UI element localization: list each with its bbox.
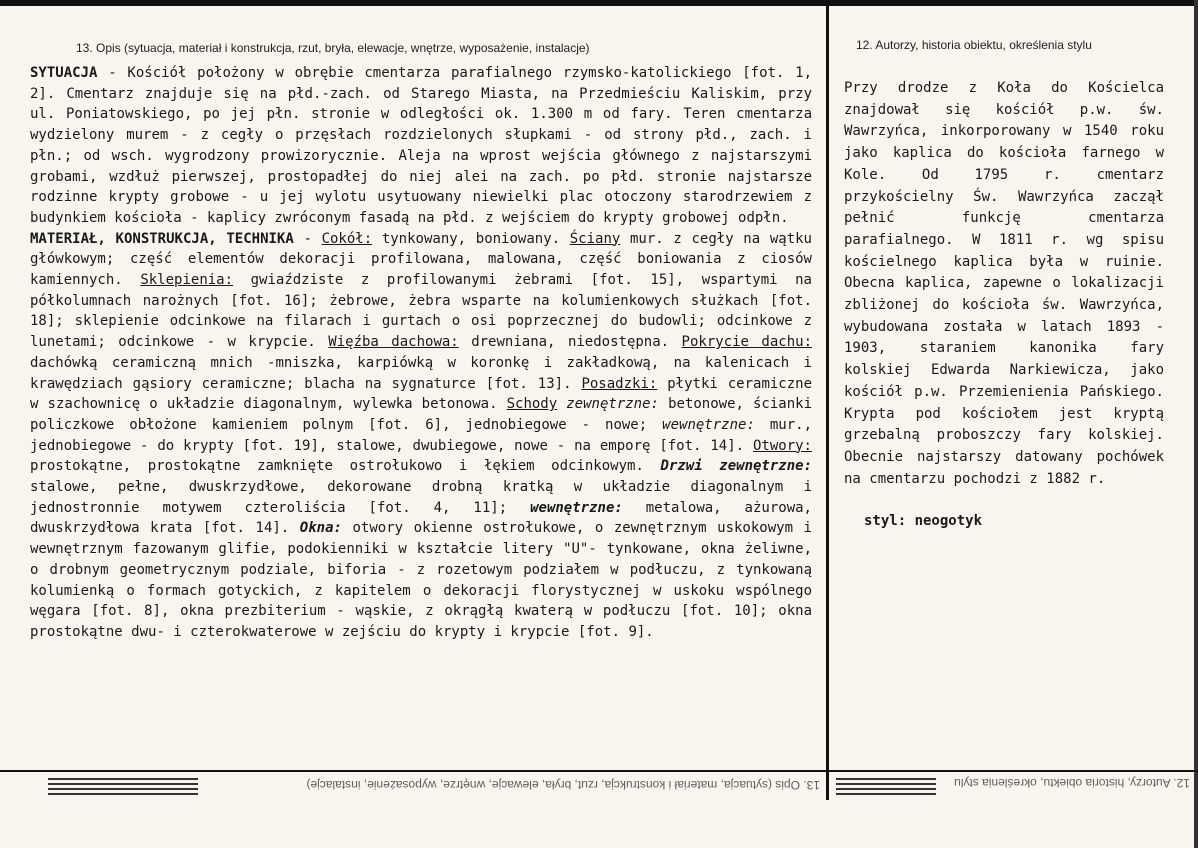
truss-label: Więźba dachowa: xyxy=(328,334,459,351)
openings-label: Otwory: xyxy=(752,437,812,454)
walls-text: mur. z cegły na wątku główkowym; część elementów dekoracji profilowana, malowana, część boniowania z ciosów kamiennych. xyxy=(30,230,812,289)
floors-text: płytki ceramiczne w szachownicę o układzie diagonalnym, wylewka betonowa. xyxy=(30,375,813,413)
plinth-text: tynkowany, boniowany. xyxy=(372,230,570,247)
doors-inner-label: wewnętrzne: xyxy=(530,499,623,516)
stairs-label: Schody xyxy=(506,396,558,413)
mirrored-section-12-header: 12. Autorzy, historia obiektu, określenia stylu xyxy=(954,776,1190,790)
section-13-header: 13. Opis (sytuacja, materiał i konstrukcja, rzut, bryła, elewacje, wnętrze, wyposażenie, instalacje) xyxy=(76,41,590,55)
stairs-outer-label: zewnętrzne: xyxy=(557,396,659,413)
doors-outer-text: stalowe, pełne, dwuskrzydłowe, dekorowane drobną kratką w układzie diagonalnym i jednostronnie motywem czteroliścia [fot. 4, 11]; xyxy=(30,479,812,516)
footer-rule-lines-right xyxy=(836,778,936,800)
right-border xyxy=(1194,0,1198,848)
roofing-label: Pokrycie dachu: xyxy=(681,334,813,351)
truss-text: drewniana, niedostępna. xyxy=(458,334,682,351)
plinth-label: Cokół: xyxy=(321,230,373,247)
situation-label: SYTUACJA xyxy=(30,65,98,81)
description-text xyxy=(30,63,812,643)
footer-rule-lines xyxy=(48,778,198,800)
top-border xyxy=(0,0,1198,6)
mirrored-section-13-header: 13. Opis (sytuacja, materiał i konstrukcja, rzut, bryła, elewacje, wnętrze, wyposażenie, instalacje) xyxy=(306,778,820,792)
history-text: Przy drodze z Koła do Kościelca znajdował się kościół p.w. św. Wawrzyńca, inkorporowany w 1540 roku jako kaplica do kościoła farnego w Kole. Od 1795 r. cmentarz przykościelny Św. Wawrzyńca zaczął pełnić funkcję cmentarza parafialnego. W 1811 r. wg spisu kościelnego kaplica była w ruinie. Obecna kaplica, zapewne o lokalizacji zbliżonej do kościoła św. Wawrzyńca, wybudowana została w latach 1893 - 1903, staraniem kanonika fary kolskiej Edwarda Narkiewicza, jako kościół p.w. Przemienienia Pańskiego. Krypta pod kościołem jest kryptą grzebalną proboszczy fary kolskiej. Obecnie najstarszy datowany pochówek na cmentarzu pochodzi z 1882 r. xyxy=(844,80,1164,487)
style-label: styl: neogotyk xyxy=(864,513,983,529)
windows-label: Okna: xyxy=(299,520,342,537)
material-dash: - xyxy=(293,230,322,247)
situation-text: - Kościół położony w obrębie cmentarza parafialnego rzymsko-katolickiego [fot. 1, 2]. Cmentarz znajduje się na płd.-zach. od Starego Miasta, na Przedmieściu Kaliskim, przy ul. Poniatowskiego, po jej płn. stronie w odległości ok. 1.300 m od fary. Teren cmentarza wydzielony murem - z cegły o przęsłach rozdzielonych słupkami - od strony płd., zach. i płn.; od wsch. wygrodzony prowizorycznie. Aleja na wprost wejścia głównego z najstarszymi grobami, wzdłuż pierwszej, prostopadłej do niej alei na zach. po płd. stronie najstarsze rodzinne krypty grobowe - u jej wylotu usytuowany niewielki plac otoczony starodrzewiem z budynkiem kościoła - kaplicy zwróconym fasadą na płd. z wejściem do krypty grobowej odpłn. xyxy=(30,65,812,226)
doors-outer-label: Drzwi zewnętrzne: xyxy=(660,458,812,475)
walls-label: Ściany xyxy=(569,230,621,247)
column-divider xyxy=(826,0,829,800)
vaults-label: Sklepienia: xyxy=(140,272,234,289)
floors-label: Posadzki: xyxy=(581,375,658,392)
stairs-inner-label: wewnętrzne: xyxy=(662,416,755,433)
section-12-header: 12. Autorzy, historia obiektu, określenia stylu xyxy=(856,38,1092,52)
vaults-text: gwiaździste z profilowanymi żebrami [fot. 15], wspartymi na półkolumnach narożnych [fot. 16]; żebrowe, żebra wsparte na kolumienkowych służkach [fot. 18]; sklepienie odcinkowe na filarach i gurtach o osi poprzecznej do budowli; odcinkowe z lunetami; odcinkowe - w krypcie. xyxy=(30,272,812,351)
stairs-outer-text: betonowe, ścianki policzkowe obłożone kamieniem polnym [fot. 6], jednobiegowe - nowe; xyxy=(30,396,813,433)
windows-text: otwory okienne ostrołukowe, o zewnętrznym uskokowym i wewnętrznym fazowanym glifie, podokienniki w kształcie litery "U"- tynkowane, okna żeliwne, o drobnym geometrycznym podziale, biforia - z rozetowym podziałem w podłuczu, z tynkowaną kolumienką o formach gotyckich, z kapitelem o dekoracji florystycznej w uskoku wspólnego węgara [fot. 8], okna prezbiterium - wąskie, z okrągłą kwaterą w podłuczu [fot. 10]; okna prostokątne dwu- i czterokwaterowe w zejściu do krypty i krypcie [fot. 9]. xyxy=(30,520,812,640)
doors-inner-text: metalowa, ażurowa, dwuskrzydłowa krata [fot. 14]. xyxy=(30,499,812,537)
openings-text: prostokątne, prostokątne zamknięte ostrołukowo i łękiem odcinkowym. xyxy=(30,458,661,475)
roofing-text: dachówką ceramiczną mnich -mniszka, karpiówką w koronkę i zakładkową, na kalenicach i krawędziach gąsiory ceramiczne; blacha na sygnaturce [fot. 13]. xyxy=(30,354,812,392)
stairs-inner-text: mur., jednobiegowe - do krypty [fot. 19], stalowe, dwubiegowe, nowe - na emporę [fot. 14]. xyxy=(30,416,813,454)
material-label: MATERIAŁ, KONSTRUKCJA, TECHNIKA xyxy=(30,230,294,247)
